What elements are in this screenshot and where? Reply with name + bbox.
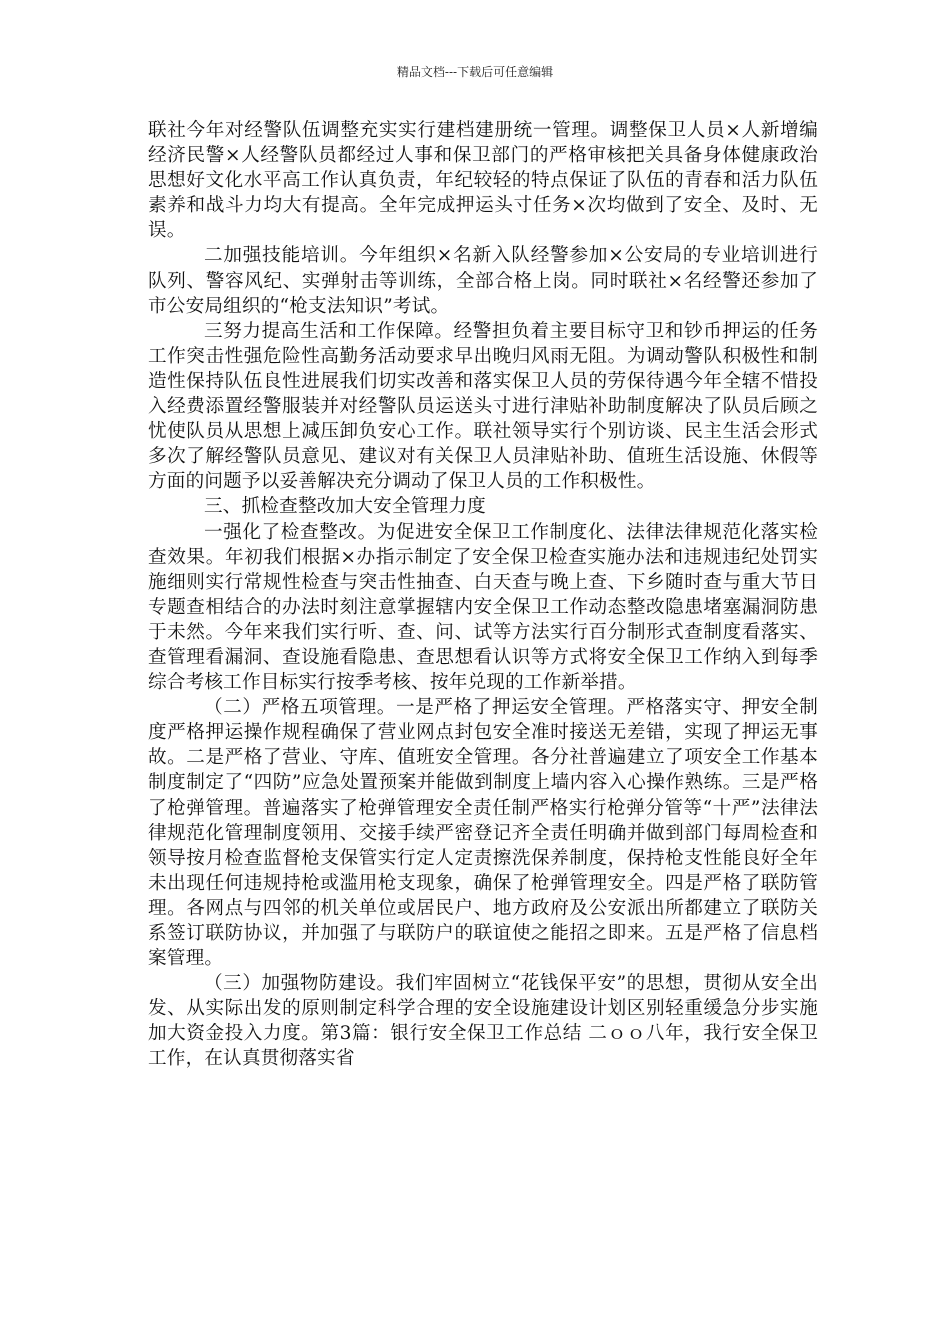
page-header: 精品文档---下载后可任意编辑 [396, 65, 554, 79]
paragraph: 二加强技能培训。今年组织×名新入队经警参加×公安局的专业培训进行队列、警容风纪、实弹射击等训练，全部合格上岗。同时联社×名经警还参加了市公安局组织的“枪支法知识”考试。 [148, 245, 818, 317]
section-heading: 三、抓检查整改加大安全管理力度 [204, 496, 486, 518]
paragraph: 联社今年对经警队伍调整充实实行建档建册统一管理。调整保卫人员×人新增编经济民警×人经警队员都经过人事和保卫部门的严格审核把关具备身体健康政治思想好文化水平高工作认真负责，年纪较轻的特点保证了队伍的青春和活力队伍素养和战斗力均大有提高。全年完成押运头寸任务×次均做到了安全、及时、无误。 [148, 120, 818, 242]
paragraph: 三努力提高生活和工作保障。经警担负着主要目标守卫和钞币押运的任务工作突击性强危险性高勤务活动要求早出晚归风雨无阻。为调动警队积极性和制造性保持队伍良性进展我们切实改善和落实保卫人员的劳保待遇今年全辖不惜投入经费添置经警服装并对经警队员运送头寸进行津贴补助制度解决了队员后顾之忧使队员从思想上减压卸负安心工作。联社领导实行个别访谈、民主生活会形式多次了解经警队员意见、建议对有关保卫人员津贴补助、值班生活设施、休假等方面的问题予以妥善解决充分调动了保卫人员的工作积极性。 [148, 320, 818, 493]
paragraph: 一强化了检查整改。为促进安全保卫工作制度化、法律法律规范化落实检查效果。年初我们根据×办指示制定了安全保卫检查实施办法和违规违纪处罚实施细则实行常规性检查与突击性抽查、白天查与晚上查、下乡随时查与重大节日专题查相结合的办法时刻注意掌握辖内安全保卫工作动态整改隐患堵塞漏洞防患于未然。今年来我们实行听、查、问、试等方法实行百分制形式查制度看落实、查管理看漏洞、查设施看隐患、查思想看认识等方式将安全保卫工作纳入到每季综合考核工作目标实行按季考核、按年兑现的工作新举措。 [148, 521, 818, 694]
paragraph: （三）加强物防建设。我们牢固树立“花钱保平安”的思想，贯彻从安全出发、从实际出发的原则制定科学合理的安全设施建设计划区别轻重缓急分步实施加大资金投入力度。第3篇：银行安全保卫工作总结 二ｏｏ八年，我行安全保卫工作，在认真贯彻落实省 [148, 973, 818, 1070]
document-body [148, 118, 818, 1072]
paragraph: （二）严格五项管理。一是严格了押运安全管理。严格落实守、押安全制度严格押运操作规程确保了营业网点封包安全准时接送无差错，实现了押运无事故。二是严格了营业、守库、值班安全管理。各分社普遍建立了项安全工作基本制度制定了“四防”应急处置预案并能做到制度上墙内容入心操作熟练。三是严格了枪弹管理。普遍落实了枪弹管理安全责任制严格实行枪弹分管等“十严”法律法律规范化管理制度领用、交接手续严密登记齐全责任明确并做到部门每周检查和领导按月检查监督枪支保管实行定人定责擦洗保养制度，保持枪支性能良好全年未出现任何违规持枪或滥用枪支现象，确保了枪弹管理安全。四是严格了联防管理。各网点与四邻的机关单位或居民户、地方政府及公安派出所都建立了联防关系签订联防协议，并加强了与联防户的联谊使之能招之即来。五是严格了信息档案管理。 [148, 697, 818, 970]
